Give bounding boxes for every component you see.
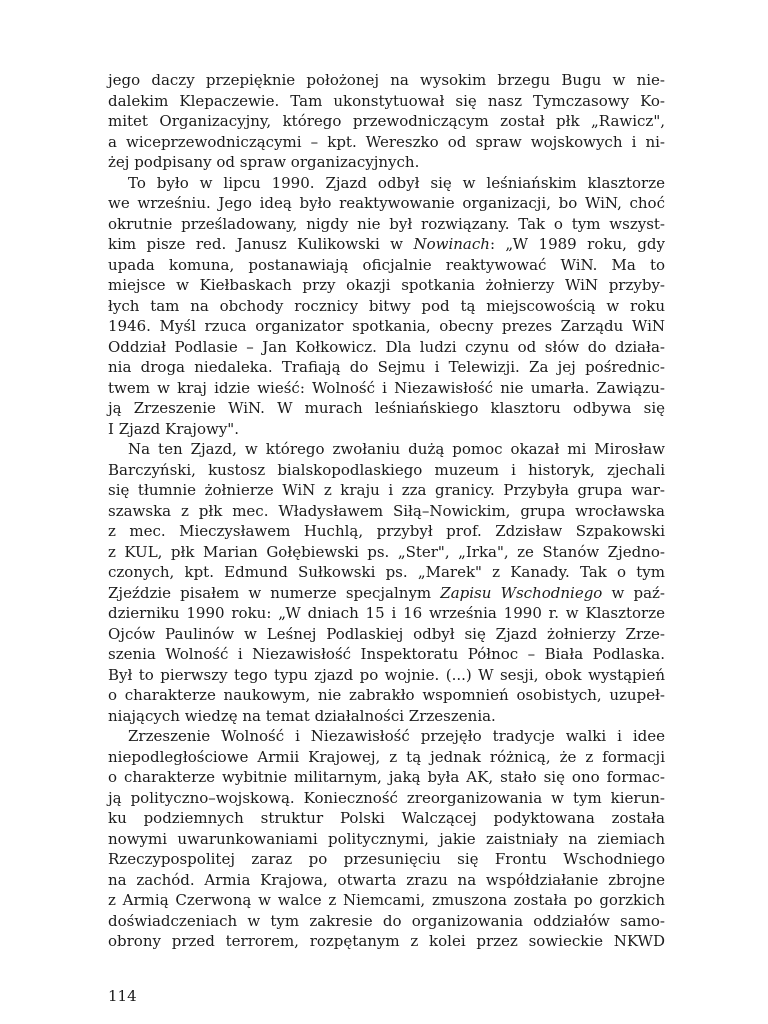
text-line: się tłumnie żołnierze WiN z kraju i zza granicy. Przybyła grupa war- bbox=[108, 481, 665, 499]
text-line: o charakterze wybitnie militarnym, jaką była AK, stało się ono formac- bbox=[108, 768, 665, 786]
text-line: ją polityczno–wojskową. Konieczność zreorganizowania w tym kierun- bbox=[108, 788, 665, 807]
text-line: kim pisze red. Janusz Kulikowski w Nowinach: „W 1989 roku, gdy bbox=[108, 235, 665, 253]
text-line: Na ten Zjazd, w którego zwołaniu dużą pomoc okazał mi Mirosław bbox=[128, 440, 665, 458]
text-line: o charakterze naukowym, nie zabrakło wspomnień osobistych, uzupeł- bbox=[108, 686, 665, 704]
text-line: czonych, kpt. Edmund Sułkowski ps. „Marek" z Kanady. Tak o tym bbox=[108, 563, 665, 581]
text-line: a wiceprzewodniczącymi – kpt. Wereszko od spraw wojskowych i ni- bbox=[108, 132, 665, 151]
body-text bbox=[108, 70, 665, 952]
text-line: dzierniku 1990 roku: „W dniach 15 i 16 września 1990 r. w Klasztorze bbox=[108, 604, 665, 622]
text-line: niepodległościowe Armii Krajowej, z tą jednak różnicą, że z formacji bbox=[108, 747, 665, 766]
text-line: niających wiedzę na temat działalności Zrzeszenia. bbox=[108, 706, 496, 725]
text-line: z mec. Mieczysławem Huchlą, przybył prof. Zdzisław Szpakowski bbox=[108, 522, 665, 540]
text-line: we wrześniu. Jego ideą było reaktywowanie organizacji, bo WiN, choć bbox=[108, 194, 665, 212]
text-line: I Zjazd Krajowy". bbox=[108, 419, 239, 438]
text-line: dalekim Klepaczewie. Tam ukonstytuował się nasz Tymczasowy Ko- bbox=[108, 91, 665, 110]
text-line: Rzeczypospolitej zaraz po przesunięciu się Frontu Wschodniego bbox=[108, 850, 665, 868]
italic-title: Nowinach bbox=[413, 235, 490, 253]
text-line: twem w kraj idzie wieść: Wolność i Niezawisłość nie umarła. Zawiązu- bbox=[108, 378, 665, 397]
text-line: doświadczeniach w tym zakresie do organizowania oddziałów samo- bbox=[108, 911, 665, 930]
text-line: miejsce w Kiełbaskach przy okazji spotkania żołnierzy WiN przyby- bbox=[108, 276, 665, 294]
text-line: Oddział Podlasie – Jan Kołkowicz. Dla ludzi czynu od słów do działa- bbox=[108, 337, 665, 356]
text-line: na zachód. Armia Krajowa, otwarta zrazu na współdziałanie zbrojne bbox=[108, 870, 665, 889]
text-line: Ojców Paulinów w Leśnej Podlaskiej odbył się Zjazd żołnierzy Zrze- bbox=[108, 624, 665, 643]
text-line: z Armią Czerwoną w walce z Niemcami, zmuszona została po gorzkich bbox=[108, 891, 665, 909]
text-line: mitet Organizacyjny, którego przewodniczącym został płk „Rawicz", bbox=[108, 112, 665, 130]
text-line: z KUL, płk Marian Gołębiewski ps. „Ster", „Irka", ze Stanów Zjedno- bbox=[108, 542, 665, 561]
text-line: okrutnie prześladowany, nigdy nie był rozwiązany. Tak o tym wszyst- bbox=[108, 214, 665, 233]
text-line: upada komuna, postanawiają oficjalnie reaktywować WiN. Ma to bbox=[108, 255, 665, 274]
text-line: 1946. Myśl rzuca organizator spotkania, obecny prezes Zarządu WiN bbox=[108, 317, 665, 335]
text-line: nowymi uwarunkowaniami politycznymi, jakie zaistniały na ziemiach bbox=[108, 829, 665, 848]
text-line: jego daczy przepięknie położonej na wysokim brzegu Bugu w nie- bbox=[108, 71, 665, 89]
text-line: Zjeździe pisałem w numerze specjalnym Zapisu Wschodniego w paź- bbox=[108, 583, 665, 602]
text-line: obrony przed terrorem, rozpętanym z kolei przez sowieckie NKWD bbox=[108, 932, 665, 950]
text-line: Barczyński, kustosz bialskopodlaskiego muzeum i historyk, zjechali bbox=[108, 460, 665, 479]
text-line: ją Zrzeszenie WiN. W murach leśniańskiego klasztoru odbywa się bbox=[108, 399, 665, 417]
text-line: Był to pierwszy tego typu zjazd po wojnie. (...) W sesji, obok wystąpień bbox=[108, 665, 665, 684]
page-number: 114 bbox=[108, 987, 137, 1005]
text-line: szenia Wolność i Niezawisłość Inspektoratu Północ – Biała Podlaska. bbox=[108, 645, 665, 663]
text-line: łych tam na obchody rocznicy bitwy pod tą miejscowością w roku bbox=[108, 296, 665, 315]
text-line: żej podpisany od spraw organizacyjnych. bbox=[108, 153, 420, 171]
text-line: nia droga niedaleka. Trafiają do Sejmu i Telewizji. Za jej pośrednic- bbox=[108, 358, 665, 376]
text-line: szawska z płk mec. Władysławem Siłą–Nowickim, grupa wrocławska bbox=[108, 501, 665, 520]
italic-title: Zapisu Wschodniego bbox=[440, 583, 603, 602]
text-line: Zrzeszenie Wolność i Niezawisłość przejęło tradycje walki i idee bbox=[128, 727, 665, 745]
text-line: To było w lipcu 1990. Zjazd odbył się w leśniańskim klasztorze bbox=[128, 173, 665, 192]
text-line: ku podziemnych struktur Polski Walczącej podyktowana została bbox=[108, 809, 665, 827]
